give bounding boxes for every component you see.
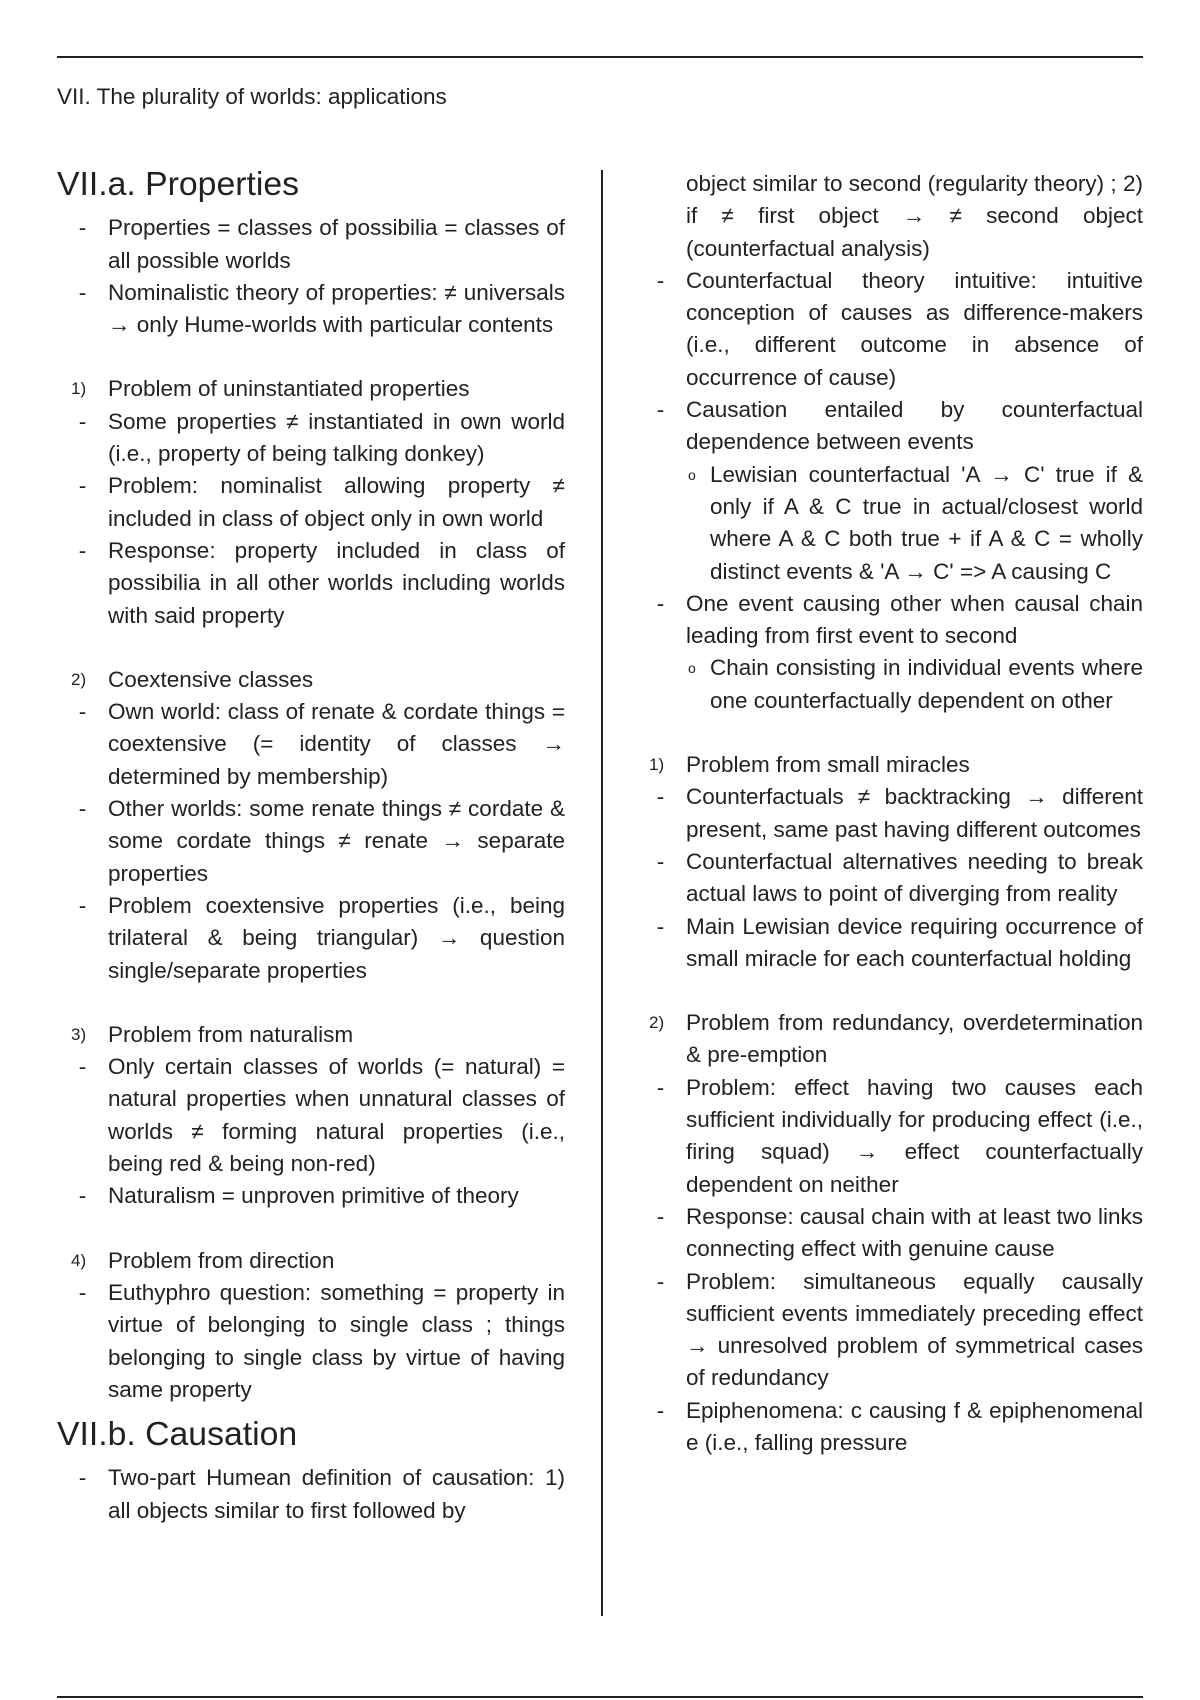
bullet-marker: - [656, 1203, 665, 1229]
list-item-text: Problem: effect having two causes each sufficient individually for producing effect (i.e., firing squad) → effect counterfactually dependent on neither [686, 1074, 1143, 1197]
bullet-marker: - [656, 1074, 665, 1100]
list-item [57, 1277, 565, 1406]
sub-list-item-text: Lewisian counterfactual 'A → C' true if & only if A & C true in actual/closest world where A & C both true + if A & C = wholly distinct events & 'A → C' => A causing C [710, 461, 1143, 584]
list-item [57, 696, 565, 793]
list-item [57, 1462, 565, 1527]
list-item-text: Some properties ≠ instantiated in own world (i.e., property of being talking donkey) [108, 408, 565, 467]
list-item-text: Counterfactual theory intuitive: intuitive conception of causes as difference-makers (i.e., different outcome in absence of occurrence of cause) [686, 267, 1143, 390]
bullet-marker: - [78, 1279, 87, 1305]
list-item-text: Only certain classes of worlds (= natural) = natural properties when unnatural classes of worlds ≠ forming natural properties (i.e., being red & being non-red) [108, 1054, 565, 1177]
list-item-text: Counterfactuals ≠ backtracking → different present, same past having different outcomes [686, 784, 1143, 842]
problem-number: 2) [649, 1013, 665, 1033]
list-item [57, 406, 565, 471]
problem-title: Problem of uninstantiated properties [108, 376, 470, 402]
bullet-marker: - [78, 215, 87, 241]
sub-list-item [635, 652, 1143, 717]
problem-number: 4) [71, 1250, 87, 1270]
list-item-text: Main Lewisian device requiring occurrence of small miracle for each counterfactual holding [686, 913, 1143, 971]
problem-title: Problem from redundancy, overdetermination & pre-emption [686, 1010, 1143, 1068]
bullet-marker: - [78, 699, 87, 725]
list-item [635, 846, 1143, 911]
problem-number: 3) [71, 1024, 87, 1044]
list-item-text: One event causing other when causal chain leading from first event to second [686, 590, 1143, 649]
bullet-marker: - [656, 267, 665, 293]
bullet-marker: - [78, 1054, 87, 1080]
bullet-marker: - [656, 1397, 665, 1423]
left-column [57, 165, 565, 1527]
list-item-text: Causation entailed by counterfactual dependence between events [686, 397, 1143, 455]
problem-heading [57, 664, 565, 696]
problem-number: 2) [71, 669, 87, 689]
list-item-text: Own world: class of renate & cordate things = coextensive (= identity of classes → determined by membership) [108, 699, 565, 789]
right-column [635, 168, 1143, 1459]
list-item-text: Problem: nominalist allowing property ≠ included in class of object only in own world [108, 473, 565, 531]
list-item [57, 277, 565, 342]
sub-list-item-text: Chain consisting in individual events where one counterfactually dependent on other [710, 655, 1143, 713]
bullet-marker: - [78, 796, 87, 822]
section-heading-causation: VII.b. Causation [57, 1415, 298, 1454]
problem-title: Problem from direction [108, 1247, 335, 1273]
list-item-text: Response: property included in class of possibilia in all other worlds including worlds with said property [108, 537, 565, 628]
bullet-marker: - [656, 1268, 665, 1294]
problem-heading [57, 373, 565, 405]
problem-title: Problem from small miracles [686, 752, 970, 778]
list-item [635, 394, 1143, 459]
problem-title: Coextensive classes [108, 666, 314, 692]
list-item-text: Counterfactual alternatives needing to break actual laws to point of diverging from reality [686, 848, 1143, 907]
sub-bullet-marker: o [688, 466, 696, 483]
list-item-text: Properties = classes of possibilia = classes of all possible worlds [108, 215, 565, 273]
list-item-text: Problem coextensive properties (i.e., being trilateral & being triangular) → question single/separate properties [108, 892, 565, 983]
list-item-text: Naturalism = unproven primitive of theory [108, 1183, 519, 1209]
bullet-marker: - [656, 848, 665, 874]
list-item [57, 890, 565, 987]
list-item-text: Nominalistic theory of properties: ≠ universals → only Hume-worlds with particular contents [108, 279, 565, 338]
list-item [635, 1395, 1143, 1460]
list-item [635, 265, 1143, 394]
list-item [57, 535, 565, 632]
problem-heading [635, 1007, 1143, 1072]
list-item [57, 470, 565, 535]
list-item [57, 1051, 565, 1180]
list-item-text: Two-part Humean definition of causation: 1) all objects similar to first followed by [108, 1465, 565, 1523]
list-item-text: Response: causal chain with at least two links connecting effect with genuine cause [686, 1203, 1143, 1262]
bullet-marker: - [78, 1183, 87, 1209]
list-item-text: Epiphenomena: c causing f & epiphenomenal e (i.e., falling pressure [686, 1397, 1143, 1455]
bullet-marker: - [78, 1465, 87, 1491]
problem-heading [57, 1019, 565, 1051]
problem-number: 1) [71, 379, 87, 399]
bullet-marker: - [78, 473, 87, 499]
list-item-text: Euthyphro question: something = property in virtue of belonging to single class ; things belonging to single class by virtue of having same property [108, 1279, 565, 1402]
list-item [57, 1180, 565, 1212]
list-item [635, 911, 1143, 976]
list-item [635, 588, 1143, 653]
bullet-marker: - [78, 408, 87, 434]
column-divider [601, 170, 603, 1616]
bullet-marker: - [78, 279, 87, 305]
list-item-text: Other worlds: some renate things ≠ cordate & some cordate things ≠ renate → separate properties [108, 796, 565, 886]
top-rule [57, 56, 1143, 58]
bottom-rule [57, 1696, 1143, 1698]
sub-bullet-marker: o [688, 660, 696, 677]
problem-number: 1) [649, 755, 665, 775]
bullet-marker: - [656, 590, 665, 616]
list-item [57, 793, 565, 890]
bullet-marker: - [656, 784, 665, 810]
list-item [635, 1266, 1143, 1395]
list-item [635, 1072, 1143, 1201]
list-item [57, 212, 565, 277]
list-item [635, 781, 1143, 846]
problem-heading [635, 749, 1143, 781]
bullet-marker: - [78, 537, 87, 563]
sub-list-item [635, 459, 1143, 588]
bullet-marker: - [78, 892, 87, 918]
bullet-marker: - [656, 913, 665, 939]
problem-title: Problem from naturalism [108, 1021, 354, 1047]
list-item [635, 1201, 1143, 1266]
section-heading-properties: VII.a. Properties [57, 165, 299, 203]
list-item-text: Problem: simultaneous equally causally sufficient events immediately preceding effect → unresolved problem of symmetrical cases of redundancy [686, 1268, 1143, 1391]
page-title: VII. The plurality of worlds: applications [57, 84, 447, 109]
continued-text: object similar to second (regularity theory) ; 2) if ≠ first object → ≠ second object (counterfactual analysis) [686, 171, 1143, 261]
problem-heading [57, 1245, 565, 1277]
bullet-marker: - [656, 397, 665, 423]
